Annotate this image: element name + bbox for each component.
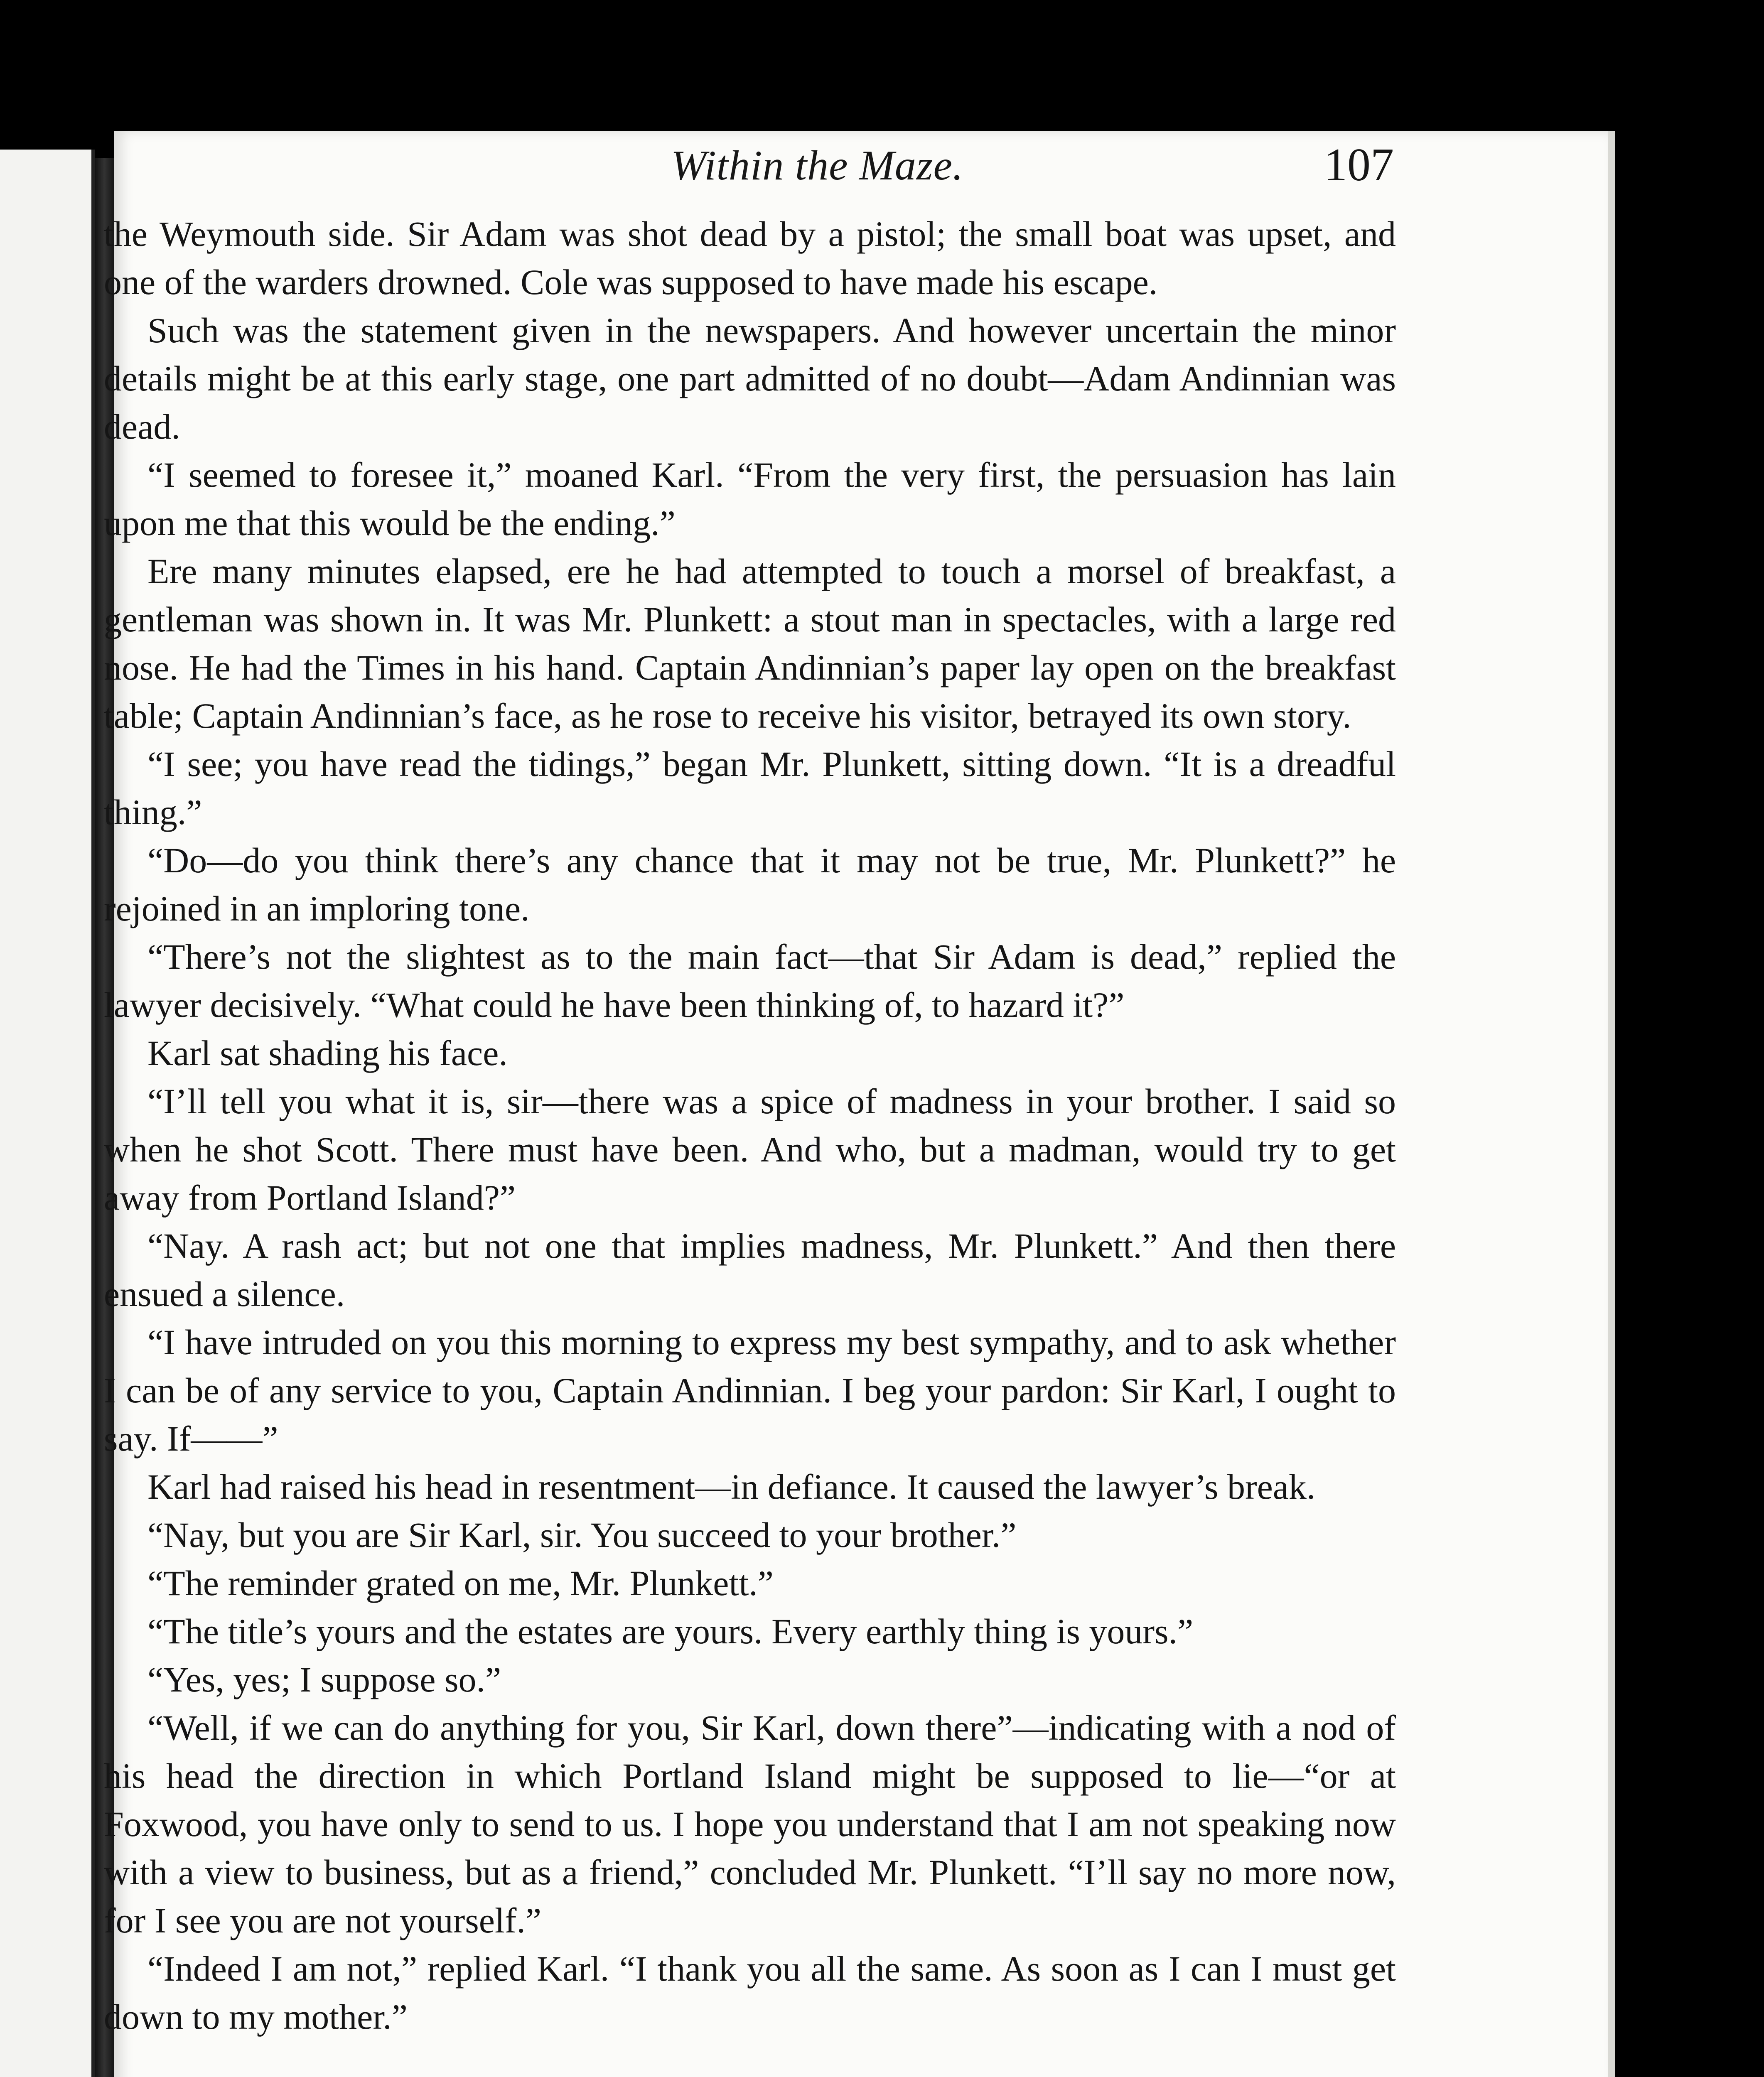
page-text <box>104 210 1396 2041</box>
paragraph: “There’s not the slightest as to the main fact—that Sir Adam is dead,” replied the lawyer decisively. “What could he have been thinking of, to hazard it?” <box>104 937 1396 1025</box>
paragraph: Karl had raised his head in resentment—in defiance. It caused the lawyer’s break. <box>147 1467 1316 1507</box>
paragraph: “I seemed to foresee it,” moaned Karl. “From the very first, the persuasion has lain upon me that this would be the ending.” <box>104 455 1396 543</box>
page-edge <box>1608 131 1615 2077</box>
paragraph: Ere many minutes elapsed, ere he had attempted to touch a morsel of breakfast, a gentleman was shown in. It was Mr. Plunkett: a stout man in spectacles, with a large red nose. He had the Times in his hand. Captain Andinnian’s paper lay open on the breakfast table; Captain Andinnian’s face, as he rose to receive his visitor, betrayed its own story. <box>104 551 1396 736</box>
facing-page-edge <box>0 150 95 2077</box>
paragraph: “Indeed I am not,” replied Karl. “I thank you all the same. As soon as I can I must get down to my mother.” <box>104 1949 1396 2037</box>
running-head: Within the Maze. <box>671 142 964 189</box>
paragraph: “The reminder grated on me, Mr. Plunkett.” <box>147 1563 774 1603</box>
paragraph: “Well, if we can do anything for you, Sir Karl, down there”—indicating with a nod of his head the direction in which Portland Island might be supposed to lie—“or at Foxwood, you have only to send to us. I hope you understand that I am not speaking now with a view to business, but as a friend,” concluded Mr. Plunkett. “I’ll say no more now, for I see you are not yourself.” <box>104 1708 1396 1940</box>
paragraph: “Nay. A rash act; but not one that implies madness, Mr. Plunkett.” And then there ensued a silence. <box>104 1226 1396 1314</box>
paragraph: “The title’s yours and the estates are yours. Every earthly thing is yours.” <box>147 1611 1194 1651</box>
paragraph: “I have intruded on you this morning to express my best sympathy, and to ask whether I can be of any service to you, Captain Andinnian. I beg your pardon: Sir Karl, I ought to say. If——” <box>104 1322 1396 1458</box>
paragraph: “I see; you have read the tidings,” began Mr. Plunkett, sitting down. “It is a dreadful thing.” <box>104 744 1396 832</box>
page-header <box>102 131 1394 206</box>
paragraph: “Do—do you think there’s any chance that it may not be true, Mr. Plunkett?” he rejoined in an imploring tone. <box>104 840 1396 928</box>
page-number: 107 <box>1324 139 1394 191</box>
paragraph: Karl sat shading his face. <box>147 1033 508 1073</box>
paragraph: Such was the statement given in the newspapers. And however uncertain the minor details might be at this early stage, one part admitted of no doubt—Adam Andinnian was dead. <box>104 310 1396 447</box>
paragraph: the Weymouth side. Sir Adam was shot dead by a pistol; the small boat was upset, and one of the warders drowned. Cole was supposed to have made his escape. <box>104 214 1396 302</box>
paragraph: “I’ll tell you what it is, sir—there was a spice of madness in your brother. I said so when he shot Scott. There must have been. And who, but a madman, would try to get away from Portland Island?” <box>104 1081 1396 1218</box>
paragraph: “Yes, yes; I suppose so.” <box>147 1660 501 1699</box>
paragraph: “Nay, but you are Sir Karl, sir. You succeed to your brother.” <box>147 1515 1017 1555</box>
